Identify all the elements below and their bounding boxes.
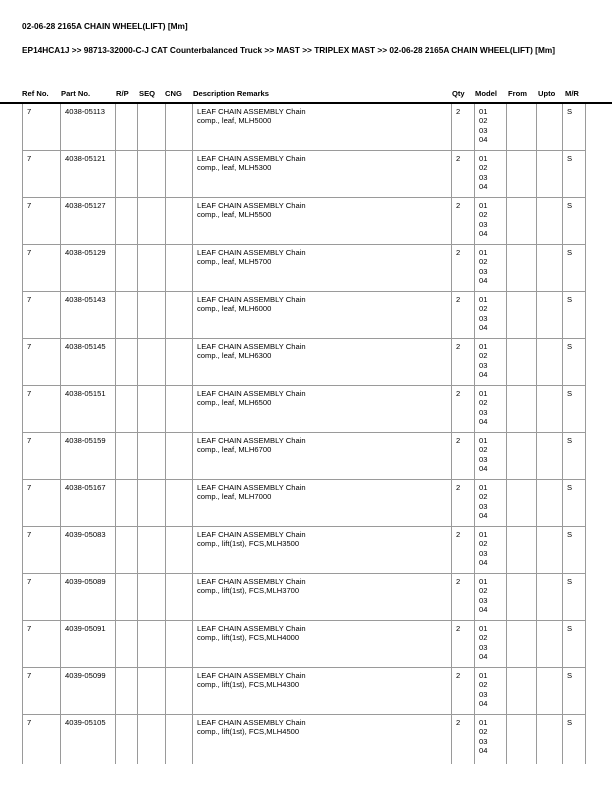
qty-cell: 2 bbox=[452, 292, 475, 339]
ref-no-cell: 7 bbox=[23, 433, 61, 480]
ref-no-cell: 7 bbox=[23, 198, 61, 245]
description-text: LEAF CHAIN ASSEMBLY Chain bbox=[197, 342, 306, 351]
model-code: 02 bbox=[479, 680, 488, 690]
table-row bbox=[23, 292, 586, 339]
model-cell bbox=[475, 198, 507, 245]
cng-cell bbox=[166, 527, 193, 574]
seq-cell bbox=[138, 433, 166, 480]
table-row bbox=[23, 433, 586, 480]
model-code: 03 bbox=[479, 454, 488, 464]
rp-cell bbox=[116, 386, 138, 433]
model-code: 03 bbox=[479, 219, 488, 229]
from-cell bbox=[507, 668, 537, 715]
model-code: 04 bbox=[479, 463, 488, 473]
qty-cell: 2 bbox=[452, 339, 475, 386]
model-code: 01 bbox=[479, 671, 488, 680]
remarks-text: comp., leaf, MLH6300 bbox=[197, 351, 272, 361]
model-code: 04 bbox=[479, 181, 488, 191]
remarks-text: comp., lift(1st), FCS,MLH3700 bbox=[197, 586, 300, 596]
mr-cell: S bbox=[563, 104, 586, 151]
part-no-cell: 4039-05083 bbox=[61, 527, 116, 574]
seq-cell bbox=[138, 715, 166, 765]
description-cell bbox=[193, 433, 452, 480]
column-header-upto: Upto bbox=[538, 89, 556, 98]
description-text: LEAF CHAIN ASSEMBLY Chain bbox=[197, 718, 306, 727]
from-cell bbox=[507, 104, 537, 151]
description-text: LEAF CHAIN ASSEMBLY Chain bbox=[197, 530, 306, 539]
upto-cell bbox=[537, 339, 563, 386]
from-cell bbox=[507, 245, 537, 292]
description-text: LEAF CHAIN ASSEMBLY Chain bbox=[197, 295, 306, 304]
model-cell bbox=[475, 621, 507, 668]
from-cell bbox=[507, 480, 537, 527]
cng-cell bbox=[166, 245, 193, 292]
model-code: 04 bbox=[479, 557, 488, 567]
table-row bbox=[23, 668, 586, 715]
upto-cell bbox=[537, 292, 563, 339]
rp-cell bbox=[116, 245, 138, 292]
qty-cell: 2 bbox=[452, 151, 475, 198]
seq-cell bbox=[138, 621, 166, 668]
rp-cell bbox=[116, 668, 138, 715]
model-code: 03 bbox=[479, 689, 488, 699]
model-code: 02 bbox=[479, 492, 488, 502]
model-code: 03 bbox=[479, 548, 488, 558]
description-text: LEAF CHAIN ASSEMBLY Chain bbox=[197, 624, 306, 633]
mr-cell: S bbox=[563, 245, 586, 292]
model-cell bbox=[475, 245, 507, 292]
model-cell bbox=[475, 715, 507, 765]
table-row bbox=[23, 527, 586, 574]
part-no-cell: 4038-05151 bbox=[61, 386, 116, 433]
description-cell bbox=[193, 668, 452, 715]
ref-no-cell: 7 bbox=[23, 527, 61, 574]
cng-cell bbox=[166, 715, 193, 765]
remarks-text: comp., leaf, MLH5300 bbox=[197, 163, 272, 173]
rp-cell bbox=[116, 339, 138, 386]
part-no-cell: 4039-05099 bbox=[61, 668, 116, 715]
description-cell bbox=[193, 574, 452, 621]
cng-cell bbox=[166, 104, 193, 151]
ref-no-cell: 7 bbox=[23, 386, 61, 433]
rp-cell bbox=[116, 198, 138, 245]
model-code: 04 bbox=[479, 369, 488, 379]
qty-cell: 2 bbox=[452, 386, 475, 433]
part-no-cell: 4038-05145 bbox=[61, 339, 116, 386]
description-cell bbox=[193, 480, 452, 527]
part-no-cell: 4038-05121 bbox=[61, 151, 116, 198]
table-row bbox=[23, 151, 586, 198]
model-code: 04 bbox=[479, 275, 488, 285]
from-cell bbox=[507, 574, 537, 621]
qty-cell: 2 bbox=[452, 245, 475, 292]
upto-cell bbox=[537, 104, 563, 151]
model-code: 02 bbox=[479, 727, 488, 737]
part-no-cell: 4039-05105 bbox=[61, 715, 116, 765]
qty-cell: 2 bbox=[452, 480, 475, 527]
model-code: 04 bbox=[479, 134, 488, 144]
model-code: 03 bbox=[479, 313, 488, 323]
rp-cell bbox=[116, 104, 138, 151]
seq-cell bbox=[138, 104, 166, 151]
qty-cell: 2 bbox=[452, 527, 475, 574]
model-cell bbox=[475, 104, 507, 151]
upto-cell bbox=[537, 151, 563, 198]
ref-no-cell: 7 bbox=[23, 104, 61, 151]
qty-cell: 2 bbox=[452, 715, 475, 765]
rp-cell bbox=[116, 151, 138, 198]
model-code: 03 bbox=[479, 172, 488, 182]
mr-cell: S bbox=[563, 151, 586, 198]
model-code: 02 bbox=[479, 633, 488, 643]
model-cell bbox=[475, 574, 507, 621]
cng-cell bbox=[166, 292, 193, 339]
remarks-text: comp., lift(1st), FCS,MLH4000 bbox=[197, 633, 300, 643]
part-no-cell: 4038-05127 bbox=[61, 198, 116, 245]
from-cell bbox=[507, 386, 537, 433]
model-cell bbox=[475, 151, 507, 198]
seq-cell bbox=[138, 245, 166, 292]
model-code: 03 bbox=[479, 642, 488, 652]
model-code: 01 bbox=[479, 154, 488, 163]
seq-cell bbox=[138, 151, 166, 198]
ref-no-cell: 7 bbox=[23, 339, 61, 386]
model-code: 02 bbox=[479, 116, 488, 126]
upto-cell bbox=[537, 198, 563, 245]
model-code: 03 bbox=[479, 595, 488, 605]
upto-cell bbox=[537, 245, 563, 292]
seq-cell bbox=[138, 668, 166, 715]
cng-cell bbox=[166, 480, 193, 527]
model-code: 01 bbox=[479, 248, 488, 257]
mr-cell: S bbox=[563, 433, 586, 480]
ref-no-cell: 7 bbox=[23, 292, 61, 339]
mr-cell: S bbox=[563, 621, 586, 668]
remarks-text: comp., leaf, MLH5500 bbox=[197, 210, 272, 220]
cng-cell bbox=[166, 339, 193, 386]
cng-cell bbox=[166, 621, 193, 668]
table-row bbox=[23, 386, 586, 433]
ref-no-cell: 7 bbox=[23, 621, 61, 668]
model-cell bbox=[475, 386, 507, 433]
model-code: 04 bbox=[479, 604, 488, 614]
mr-cell: S bbox=[563, 527, 586, 574]
table-row bbox=[23, 245, 586, 292]
remarks-text: comp., lift(1st), FCS,MLH4300 bbox=[197, 680, 300, 690]
description-text: LEAF CHAIN ASSEMBLY Chain bbox=[197, 248, 306, 257]
remarks-text: comp., leaf, MLH6700 bbox=[197, 445, 272, 455]
qty-cell: 2 bbox=[452, 433, 475, 480]
description-cell bbox=[193, 715, 452, 765]
description-text: LEAF CHAIN ASSEMBLY Chain bbox=[197, 671, 306, 680]
upto-cell bbox=[537, 527, 563, 574]
ref-no-cell: 7 bbox=[23, 668, 61, 715]
upto-cell bbox=[537, 715, 563, 765]
from-cell bbox=[507, 433, 537, 480]
column-header-row bbox=[0, 89, 612, 101]
rp-cell bbox=[116, 292, 138, 339]
rp-cell bbox=[116, 574, 138, 621]
part-no-cell: 4038-05129 bbox=[61, 245, 116, 292]
model-code: 03 bbox=[479, 501, 488, 511]
parts-table bbox=[22, 104, 586, 764]
description-text: LEAF CHAIN ASSEMBLY Chain bbox=[197, 389, 306, 398]
model-code: 01 bbox=[479, 295, 488, 304]
seq-cell bbox=[138, 574, 166, 621]
ref-no-cell: 7 bbox=[23, 245, 61, 292]
cng-cell bbox=[166, 668, 193, 715]
part-no-cell: 4038-05143 bbox=[61, 292, 116, 339]
column-header-part-no: Part No. bbox=[61, 89, 91, 98]
model-code: 01 bbox=[479, 107, 488, 116]
seq-cell bbox=[138, 386, 166, 433]
seq-cell bbox=[138, 339, 166, 386]
part-no-cell: 4038-05113 bbox=[61, 104, 116, 151]
table-row bbox=[23, 104, 586, 151]
column-header-qty: Qty bbox=[452, 89, 465, 98]
breadcrumb: EP14HCA1J >> 98713-32000-C-J CAT Counterbalanced Truck >> MAST >> TRIPLEX MAST >> 02-06-28 2165A CHAIN WHEEL(LIFT) [Mm] bbox=[22, 45, 556, 55]
qty-cell: 2 bbox=[452, 104, 475, 151]
model-code: 02 bbox=[479, 539, 488, 549]
seq-cell bbox=[138, 480, 166, 527]
description-cell bbox=[193, 198, 452, 245]
description-text: LEAF CHAIN ASSEMBLY Chain bbox=[197, 154, 306, 163]
model-code: 01 bbox=[479, 342, 488, 351]
model-code: 01 bbox=[479, 718, 488, 727]
ref-no-cell: 7 bbox=[23, 715, 61, 765]
qty-cell: 2 bbox=[452, 668, 475, 715]
rp-cell bbox=[116, 621, 138, 668]
from-cell bbox=[507, 527, 537, 574]
model-code: 04 bbox=[479, 698, 488, 708]
remarks-text: comp., leaf, MLH7000 bbox=[197, 492, 272, 502]
model-code: 02 bbox=[479, 257, 488, 267]
upto-cell bbox=[537, 574, 563, 621]
description-cell bbox=[193, 621, 452, 668]
mr-cell: S bbox=[563, 339, 586, 386]
model-code: 03 bbox=[479, 360, 488, 370]
model-code: 03 bbox=[479, 266, 488, 276]
upto-cell bbox=[537, 433, 563, 480]
mr-cell: S bbox=[563, 715, 586, 765]
model-code: 04 bbox=[479, 322, 488, 332]
from-cell bbox=[507, 151, 537, 198]
table-row bbox=[23, 198, 586, 245]
seq-cell bbox=[138, 198, 166, 245]
mr-cell: S bbox=[563, 668, 586, 715]
model-code: 02 bbox=[479, 445, 488, 455]
model-code: 02 bbox=[479, 163, 488, 173]
model-code: 04 bbox=[479, 510, 488, 520]
upto-cell bbox=[537, 480, 563, 527]
model-code: 04 bbox=[479, 745, 488, 755]
page-title: 02-06-28 2165A CHAIN WHEEL(LIFT) [Mm] bbox=[22, 21, 188, 31]
model-code: 03 bbox=[479, 736, 488, 746]
description-cell bbox=[193, 386, 452, 433]
model-code: 01 bbox=[479, 389, 488, 398]
description-cell bbox=[193, 339, 452, 386]
table-row bbox=[23, 480, 586, 527]
column-header-seq: SEQ bbox=[139, 89, 156, 98]
model-cell bbox=[475, 480, 507, 527]
mr-cell: S bbox=[563, 574, 586, 621]
column-header-description: Description Remarks bbox=[193, 89, 269, 98]
remarks-text: comp., leaf, MLH6500 bbox=[197, 398, 272, 408]
model-code: 02 bbox=[479, 304, 488, 314]
model-code: 01 bbox=[479, 483, 488, 492]
model-code: 04 bbox=[479, 228, 488, 238]
cng-cell bbox=[166, 433, 193, 480]
rp-cell bbox=[116, 715, 138, 765]
model-code: 02 bbox=[479, 586, 488, 596]
model-code: 02 bbox=[479, 351, 488, 361]
description-text: LEAF CHAIN ASSEMBLY Chain bbox=[197, 107, 306, 116]
from-cell bbox=[507, 292, 537, 339]
model-code: 01 bbox=[479, 577, 488, 586]
remarks-text: comp., lift(1st), FCS,MLH3500 bbox=[197, 539, 300, 549]
model-cell bbox=[475, 527, 507, 574]
model-code: 04 bbox=[479, 651, 488, 661]
model-code: 02 bbox=[479, 398, 488, 408]
model-code: 04 bbox=[479, 416, 488, 426]
cng-cell bbox=[166, 574, 193, 621]
seq-cell bbox=[138, 292, 166, 339]
model-code: 01 bbox=[479, 436, 488, 445]
model-code: 03 bbox=[479, 407, 488, 417]
cng-cell bbox=[166, 151, 193, 198]
rp-cell bbox=[116, 480, 138, 527]
description-cell bbox=[193, 245, 452, 292]
model-code: 01 bbox=[479, 624, 488, 633]
description-cell bbox=[193, 527, 452, 574]
from-cell bbox=[507, 621, 537, 668]
part-no-cell: 4039-05091 bbox=[61, 621, 116, 668]
part-no-cell: 4039-05089 bbox=[61, 574, 116, 621]
model-code: 01 bbox=[479, 201, 488, 210]
model-code: 01 bbox=[479, 530, 488, 539]
ref-no-cell: 7 bbox=[23, 151, 61, 198]
seq-cell bbox=[138, 527, 166, 574]
table-row bbox=[23, 574, 586, 621]
ref-no-cell: 7 bbox=[23, 574, 61, 621]
description-text: LEAF CHAIN ASSEMBLY Chain bbox=[197, 577, 306, 586]
model-code: 02 bbox=[479, 210, 488, 220]
model-cell bbox=[475, 292, 507, 339]
from-cell bbox=[507, 339, 537, 386]
column-header-from: From bbox=[508, 89, 527, 98]
description-cell bbox=[193, 151, 452, 198]
description-cell bbox=[193, 104, 452, 151]
mr-cell: S bbox=[563, 480, 586, 527]
description-text: LEAF CHAIN ASSEMBLY Chain bbox=[197, 201, 306, 210]
description-text: LEAF CHAIN ASSEMBLY Chain bbox=[197, 436, 306, 445]
cng-cell bbox=[166, 386, 193, 433]
table-row bbox=[23, 621, 586, 668]
column-header-rp: R/P bbox=[116, 89, 129, 98]
column-header-mr: M/R bbox=[565, 89, 579, 98]
description-text: LEAF CHAIN ASSEMBLY Chain bbox=[197, 483, 306, 492]
remarks-text: comp., leaf, MLH5000 bbox=[197, 116, 272, 126]
mr-cell: S bbox=[563, 198, 586, 245]
rp-cell bbox=[116, 527, 138, 574]
model-cell bbox=[475, 668, 507, 715]
upto-cell bbox=[537, 668, 563, 715]
description-cell bbox=[193, 292, 452, 339]
ref-no-cell: 7 bbox=[23, 480, 61, 527]
remarks-text: comp., lift(1st), FCS,MLH4500 bbox=[197, 727, 300, 737]
column-header-cng: CNG bbox=[165, 89, 182, 98]
table-row bbox=[23, 715, 586, 765]
model-cell bbox=[475, 433, 507, 480]
part-no-cell: 4038-05159 bbox=[61, 433, 116, 480]
upto-cell bbox=[537, 621, 563, 668]
model-cell bbox=[475, 339, 507, 386]
column-header-ref-no: Ref No. bbox=[22, 89, 49, 98]
from-cell bbox=[507, 715, 537, 765]
upto-cell bbox=[537, 386, 563, 433]
column-header-model: Model bbox=[475, 89, 497, 98]
model-code: 03 bbox=[479, 125, 488, 135]
cng-cell bbox=[166, 198, 193, 245]
table-row bbox=[23, 339, 586, 386]
part-no-cell: 4038-05167 bbox=[61, 480, 116, 527]
qty-cell: 2 bbox=[452, 198, 475, 245]
mr-cell: S bbox=[563, 292, 586, 339]
remarks-text: comp., leaf, MLH6000 bbox=[197, 304, 272, 314]
qty-cell: 2 bbox=[452, 621, 475, 668]
rp-cell bbox=[116, 433, 138, 480]
qty-cell: 2 bbox=[452, 574, 475, 621]
remarks-text: comp., leaf, MLH5700 bbox=[197, 257, 272, 267]
from-cell bbox=[507, 198, 537, 245]
mr-cell: S bbox=[563, 386, 586, 433]
